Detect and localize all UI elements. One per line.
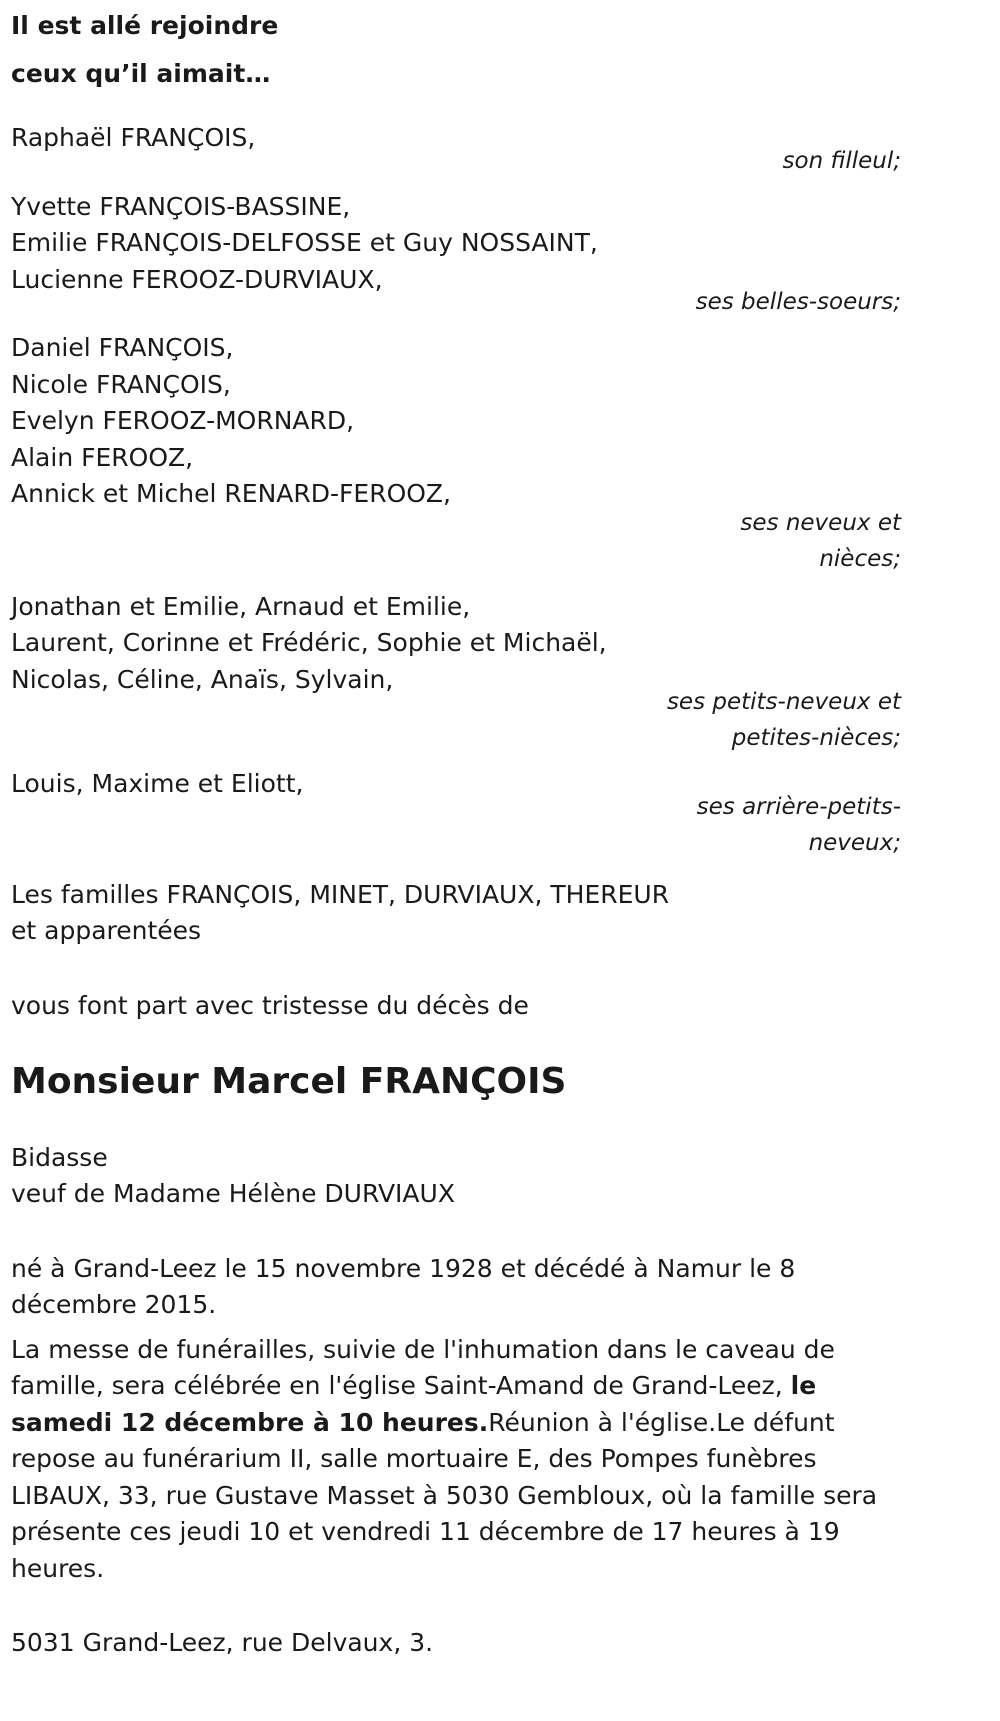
family-name: Nicolas, Céline, Anaïs, Sylvain, [11, 664, 394, 694]
relation-line: ses neveux et [740, 509, 901, 536]
family-name: Nicole FRANÇOIS, [11, 369, 231, 399]
family-name: Laurent, Corinne et Frédéric, Sophie et Michaël, [11, 628, 607, 657]
family-name: Jonathan et Emilie, Arnaud et Emilie, [11, 591, 471, 621]
family-names [11, 330, 911, 513]
funeral-date-time: le samedi 12 décembre à 10 heures. [11, 1371, 817, 1437]
families-line-2: et apparentées [11, 916, 202, 945]
family-group-grandnephews [11, 589, 911, 757]
relation-label [11, 505, 901, 577]
family-name: Yvette FRANÇOIS-BASSINE, [11, 191, 351, 221]
funeral-text-part1: La messe de funérailles, suivie de l'inhumation dans le caveau de famille, sera célébrée en l'église Saint-Amand de Grand-Leez, [11, 1334, 835, 1400]
family-name: Annick et Michel RENARD-FEROOZ, [11, 479, 452, 508]
announcement-text: vous font part avec tristesse du décès de [11, 990, 529, 1020]
family-group-sisters-in-law [11, 189, 911, 321]
family-group-nephews-nieces [11, 330, 911, 577]
intro-heading [11, 2, 911, 98]
deceased-info [11, 1140, 911, 1213]
family-group-great-grandnephews [11, 766, 911, 861]
family-name: Lucienne FEROOZ-DURVIAUX, [11, 264, 383, 294]
deceased-name: Monsieur Marcel FRANÇOIS [11, 1060, 567, 1102]
family-names [11, 189, 911, 299]
family-name: Emilie FRANÇOIS-DELFOSSE et Guy NOSSAINT, [11, 228, 598, 257]
funeral-details [11, 1332, 901, 1588]
funeral-text-part2: Réunion à l'église.Le défunt repose au funérarium II, salle mortuaire E, des Pompes funèbres LIBAUX, 33, rue Gustave Masset à 5030 Gembloux, où la famille sera présente ces jeudi 10 et vendredi 11 décembre de 17 heures à 19 heures. [11, 1407, 878, 1583]
relation-line: ses petits-neveux et [666, 689, 901, 715]
family-address: 5031 Grand-Leez, rue Delvaux, 3. [11, 1628, 434, 1657]
relation-line: ses belles-soeurs; [695, 289, 901, 315]
spouse-info: veuf de Madame Hélène DURVIAUX [11, 1179, 455, 1208]
family-group-godson [11, 120, 911, 179]
families-line-1: Les familles FRANÇOIS, MINET, DURVIAUX, THEREUR [11, 879, 670, 909]
family-name: Daniel FRANÇOIS, [11, 333, 234, 362]
family-name: Alain FEROOZ, [11, 442, 194, 472]
relation-line: neveux; [808, 829, 901, 856]
intro-line-1: Il est allé rejoindre [11, 11, 279, 40]
family-name: Evelyn FEROOZ-MORNARD, [11, 406, 355, 435]
family-name: Raphaël FRANÇOIS, [11, 123, 256, 152]
obituary-notice [11, 0, 911, 1661]
family-names [11, 589, 911, 699]
relation-line: nièces; [819, 545, 901, 572]
intro-line-2: ceux qu’il aimait… [11, 59, 271, 88]
nickname: Bidasse [11, 1142, 108, 1172]
relation-line: son filleul; [782, 147, 901, 174]
relation-line: ses arrière-petits- [696, 793, 901, 820]
related-families [11, 877, 911, 950]
family-name: Louis, Maxime et Eliott, [11, 769, 304, 798]
relation-line: petites-nièces; [731, 725, 901, 751]
birth-death-dates: né à Grand-Leez le 15 novembre 1928 et décédé à Namur le 8 décembre 2015. [11, 1253, 796, 1319]
